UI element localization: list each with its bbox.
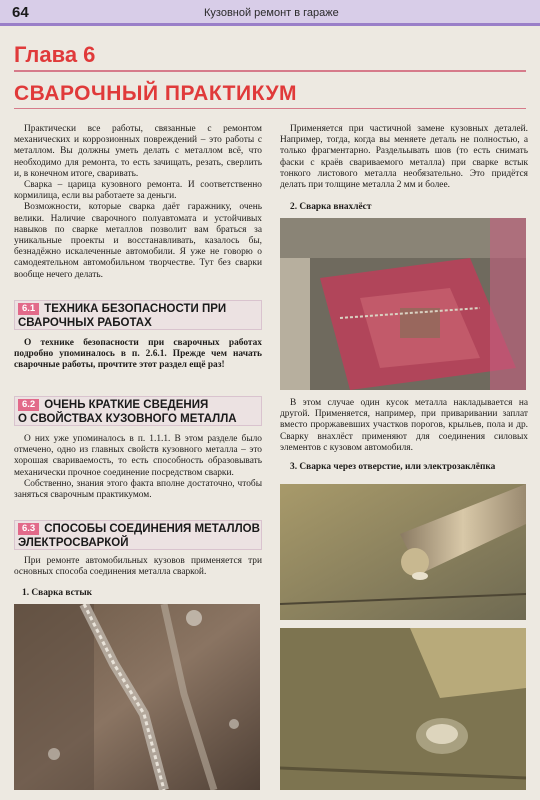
section-title-line: ОЧЕНЬ КРАТКИЕ СВЕДЕНИЯ [44, 399, 209, 411]
method-1-label: 1. Сварка встык [22, 588, 93, 598]
section-paragraph: При ремонте автомобильных кузовов применяется три основных способа соединения металла сваркой. [14, 556, 262, 578]
chapter-divider-bottom [14, 108, 526, 109]
section-paragraph: О них уже упоминалось в п. 1.1.1. В этом разделе было отмечено, одно из главных свойств кузовного металла – это хорошая свариваемость, то есть способность образовывать механически прочное соединение посредством сварки. [14, 434, 262, 478]
chapter-title: СВАРОЧНЫЙ ПРАКТИКУМ [14, 82, 298, 105]
method-3-label: 3. Сварка через отверстие, или электрозаклёпка [290, 462, 496, 472]
section-title-line: О СВОЙСТВАХ КУЗОВНОГО МЕТАЛЛА [18, 413, 237, 425]
method-paragraph: В этом случае один кусок металла накладывается на другой. Применяется, например, при приваривании заплат вместо проржавевших участков порогов, крыльев, пола и др. Сварку внахлёст применяют для соединения силовых элементов с кузовом автомобиля. [280, 398, 528, 453]
section-6-2-text [14, 434, 262, 501]
section-heading-6-3 [18, 522, 262, 550]
section-number-badge: 6.2 [18, 399, 39, 411]
section-6-3-text [14, 556, 262, 578]
intro-paragraph: Возможности, которые сварка даёт гаражнику, очень велики. Наличие сварочного полуавтомата и устойчивых навыков по сварке металлов позволит вам браться за уникальные проекты и восстанавливать, казалось бы, безнадёжно искалеченные автомобили. Я уже не говорю о самодеятельном автомобильном творчестве. Тут без сварки вообще нечего делать. [14, 202, 262, 280]
intro-paragraph: Практически все работы, связанные с ремонтом механических и коррозионных повреждений – это работы с металлом. Вы должны уметь делать с металлом всё, что необходимо для ремонта, то есть зачищать, резать, сверлить и, в конечном итоге, сваривать. [14, 124, 262, 179]
method-1-text [280, 124, 528, 191]
section-title-line: СПОСОБЫ СОЕДИНЕНИЯ МЕТАЛЛОВ [44, 523, 260, 535]
section-title-line: ЭЛЕКТРОСВАРКОЙ [18, 537, 129, 549]
method-paragraph: Применяется при частичной замене кузовных деталей. Например, тогда, когда вы меняете деталь не полностью, а только фрагментарно. Раздельывать шов (то есть снимать фаски с краёв свариваемого металла) при сварке встык тонкого листового металла необязательно. Это придётся делать при толщине металла 2 мм и более. [280, 124, 528, 191]
butt-weld-photo [14, 604, 260, 790]
section-6-1-text [14, 338, 262, 372]
intro-paragraph: Сварка – царица кузовного ремонта. И соответственно кормилица, если вы работаете за деньги. [14, 180, 262, 202]
section-number-badge: 6.1 [18, 303, 39, 315]
section-heading-6-2 [18, 398, 262, 426]
chapter-label: Глава 6 [14, 42, 96, 67]
page-number: 64 [12, 4, 29, 21]
lap-weld-photo [280, 218, 526, 390]
plug-weld-photo-1 [280, 484, 526, 620]
plug-weld-photo-2 [280, 628, 526, 790]
chapter-divider [14, 70, 526, 72]
running-title: Кузовной ремонт в гараже [204, 7, 339, 19]
section-paragraph: Собственно, знания этого факта вполне достаточно, чтобы заняться сварочным практикумом. [14, 478, 262, 501]
safety-note: О технике безопасности при сварочных работах подробно упоминалось в п. 2.6.1. Прежде чем начать сварочные работы, прочтите этот раздел ещё раз! [14, 338, 262, 371]
section-heading-6-1 [18, 302, 262, 330]
section-title-line: СВАРОЧНЫХ РАБОТАХ [18, 317, 152, 329]
page-header [0, 0, 540, 26]
section-title-line: ТЕХНИКА БЕЗОПАСНОСТИ ПРИ [44, 303, 227, 315]
method-2-text [280, 398, 528, 454]
section-number-badge: 6.3 [18, 523, 39, 535]
method-2-label: 2. Сварка внахлёст [290, 202, 372, 212]
intro-text [14, 124, 262, 281]
